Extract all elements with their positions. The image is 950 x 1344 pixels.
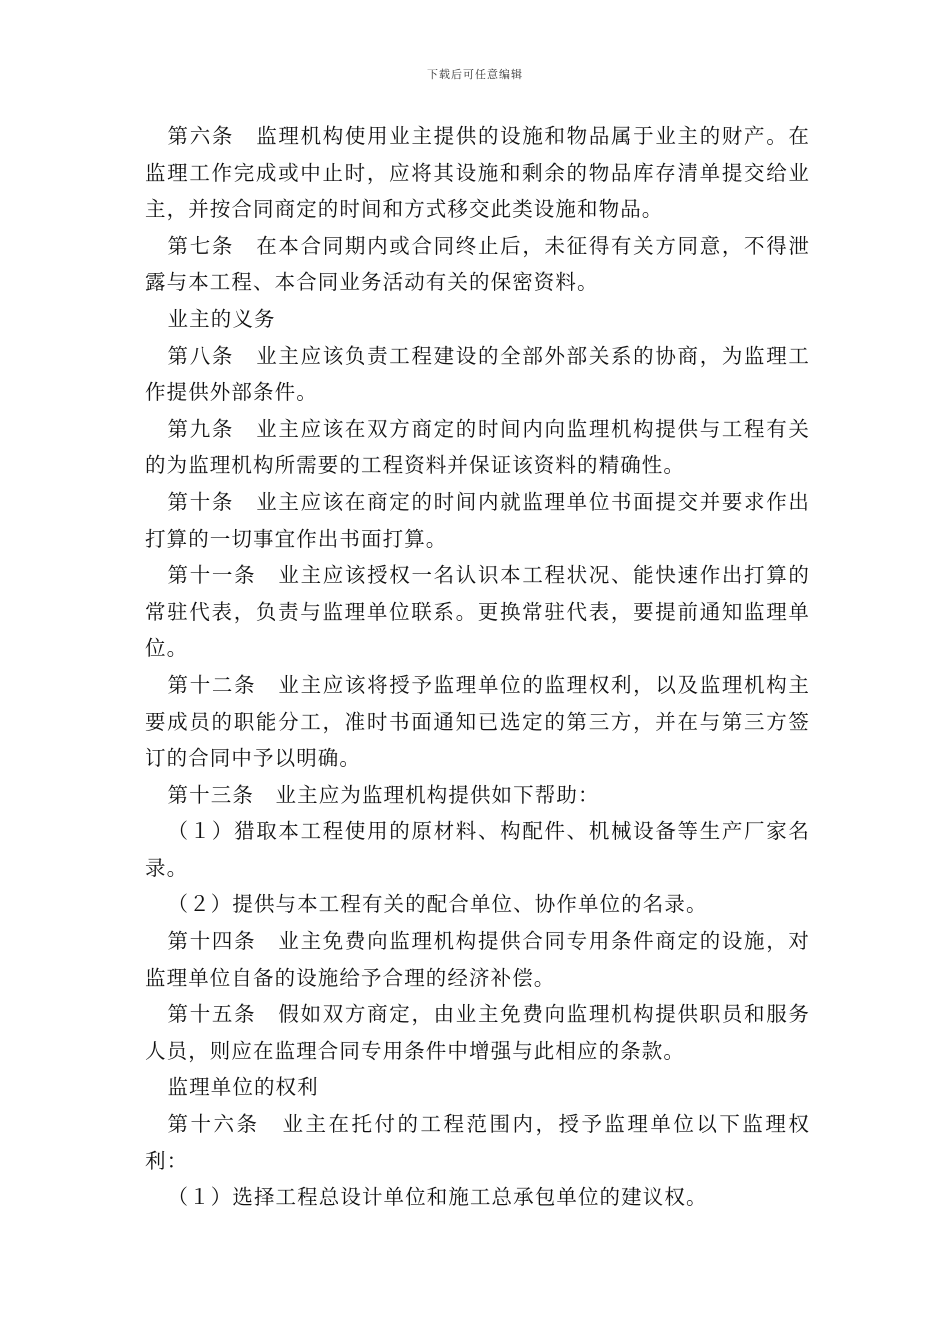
article-8: 第八条 业主应该负责工程建设的全部外部关系的协商，为监理工作提供外部条件。 [145,343,810,405]
article-13-item-2: （２）提供与本工程有关的配合单位、协作单位的名录。 [167,892,708,917]
article-15: 第十五条 假如双方商定，由业主免费向监理机构提供职员和服务人员，则应在监理合同专用条件中增强与此相应的条款。 [145,1002,810,1063]
article-14: 第十四条 业主免费向监理机构提供合同专用条件商定的设施，对监理单位自备的设施给予合理的经济补偿。 [145,929,810,990]
article-16-item-1: （１）选择工程总设计单位和施工总承包单位的建议权。 [167,1185,708,1210]
article-9: 第九条 业主应该在双方商定的时间内向监理机构提供与工程有关的为监理机构所需要的工程资料并保证该资料的精确性。 [145,416,810,478]
article-6: 第六条 监理机构使用业主提供的设施和物品属于业主的财产。在监理工作完成或中止时，应将其设施和剩余的物品库存清单提交给业主，并按合同商定的时间和方式移交此类设施和物品。 [145,124,810,222]
article-12: 第十二条 业主应该将授予监理单位的监理权利，以及监理机构主要成员的职能分工，准时书面通知已选定的第三方，并在与第三方签订的合同中予以明确。 [145,672,810,771]
article-7: 第七条 在本合同期内或合同终止后，未征得有关方同意，不得泄露与本工程、本合同业务活动有关的保密资料。 [145,233,810,295]
article-11: 第十一条 业主应该授权一名认识本工程状况、能快速作出打算的常驻代表，负责与监理单位联系。更换常驻代表，要提前通知监理单位。 [145,563,810,661]
page-header-note: 下载后可任意编辑 [427,68,523,81]
section-heading-supervisor-rights: 监理单位的权利 [167,1075,319,1100]
article-13: 第十三条 业主应为监理机构提供如下帮助： [167,782,600,807]
article-13-item-1: （１）猎取本工程使用的原材料、构配件、机械设备等生产厂家名录。 [145,819,810,880]
section-heading-owner-obligations: 业主的义务 [167,306,276,331]
article-16: 第十六条 业主在托付的工程范围内，授予监理单位以下监理权利： [145,1112,810,1173]
document-body [145,118,810,1216]
article-10: 第十条 业主应该在商定的时间内就监理单位书面提交并要求作出打算的一切事宜作出书面打算。 [145,489,810,551]
